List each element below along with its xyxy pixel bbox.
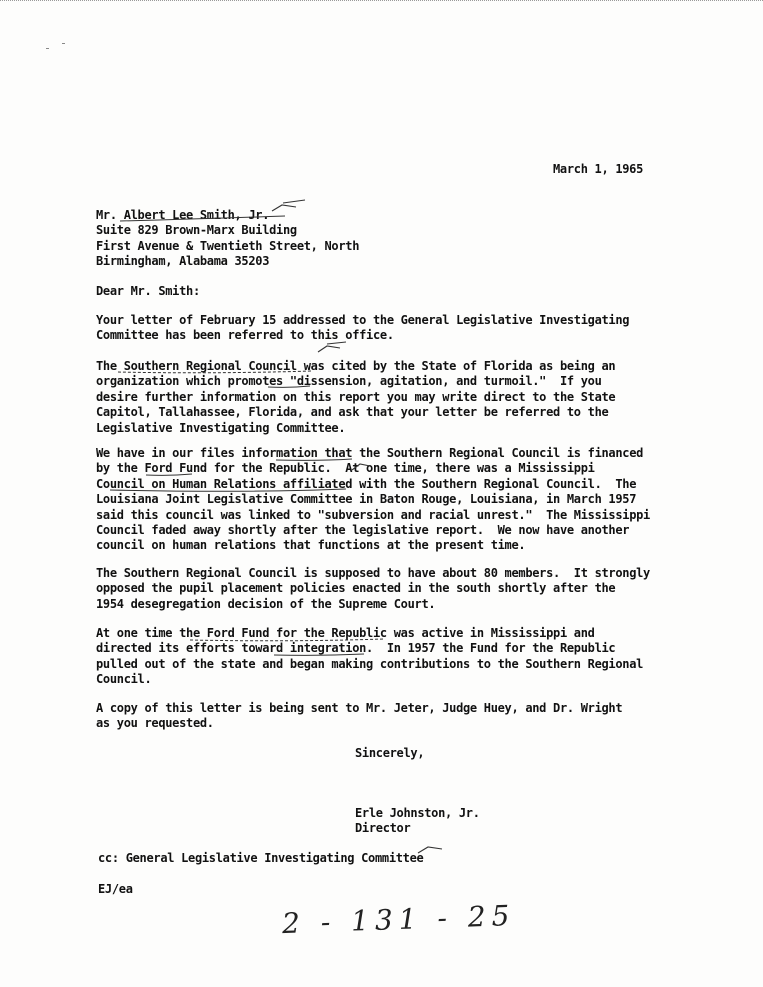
paragraph-line: At one time the Ford Fund for the Republic was active in Mississippi and bbox=[96, 626, 595, 640]
recipient-address-line: Birmingham, Alabama 35203 bbox=[96, 254, 270, 269]
body-paragraph bbox=[96, 701, 622, 732]
body-paragraph bbox=[96, 566, 650, 612]
paragraph-line: by the Ford Fund for the Republic. At one time, there was a Mississippi bbox=[96, 461, 595, 476]
handwritten-file-number: 2 - 131 - 25 bbox=[281, 898, 516, 941]
paragraph-line: Council faded away shortly after the legislative report. We now have another bbox=[96, 522, 630, 537]
page-top-edge bbox=[0, 0, 763, 3]
typist-initials: EJ/ea bbox=[98, 882, 133, 896]
recipient-address-line: Suite 829 Brown-Marx Building bbox=[96, 223, 297, 238]
paragraph-line: as you requested. bbox=[96, 716, 214, 731]
paragraph-line: Capitol, Tallahassee, Florida, and ask that your letter be referred to the bbox=[96, 405, 609, 420]
paragraph-line: opposed the pupil placement policies enacted in the south shortly after the bbox=[96, 581, 616, 596]
paragraph-line: The Southern Regional Council was cited by the State of Florida as being an bbox=[96, 359, 616, 373]
paragraph-line: We have in our files information that the Southern Regional Council is financed bbox=[96, 446, 644, 460]
paragraph-line: organization which promotes "dissension, agitation, and turmoil." If you bbox=[96, 374, 602, 389]
paragraph-line: said this council was linked to "subversion and racial unrest." The Mississippi bbox=[96, 507, 650, 522]
paragraph-line: Legislative Investigating Committee. bbox=[96, 420, 346, 435]
paragraph-line: pulled out of the state and began making contributions to the Southern Regional bbox=[96, 656, 644, 671]
paragraph-line: Council on Human Relations affiliated with the Southern Regional Council. The bbox=[96, 476, 637, 491]
recipient-address bbox=[96, 208, 359, 270]
signature-block bbox=[355, 806, 480, 837]
signer-name: Erle Johnston, Jr. bbox=[355, 806, 480, 820]
salutation: Dear Mr. Smith: bbox=[96, 284, 200, 298]
paragraph-line: Committee has been referred to this office. bbox=[96, 328, 394, 343]
paragraph-line: Louisiana Joint Legislative Committee in Baton Rouge, Louisiana, in March 1957 bbox=[96, 492, 637, 507]
paragraph-line: council on human relations that functions at the present time. bbox=[96, 538, 526, 553]
closing: Sincerely, bbox=[355, 746, 425, 760]
recipient-name: Mr. Albert Lee Smith, Jr. bbox=[96, 208, 270, 222]
paragraph-line: A copy of this letter is being sent to Mr. Jeter, Judge Huey, and Dr. Wright bbox=[96, 701, 623, 715]
letter-date: March 1, 1965 bbox=[553, 162, 644, 176]
paragraph-line: 1954 desegregation decision of the Supreme Court. bbox=[96, 596, 436, 611]
body-paragraph bbox=[96, 359, 615, 436]
body-paragraph bbox=[96, 313, 629, 344]
paragraph-line: Council. bbox=[96, 672, 152, 687]
paragraph-line: Your letter of February 15 addressed to the General Legislative Investigating bbox=[96, 313, 630, 327]
cc-line: cc: General Legislative Investigating Committee bbox=[98, 851, 424, 865]
body-paragraph bbox=[96, 446, 650, 554]
scan-speck bbox=[46, 48, 49, 49]
paragraph-line: directed its efforts toward integration. In 1957 the Fund for the Republic bbox=[96, 641, 616, 656]
scan-speck bbox=[62, 43, 65, 44]
recipient-address-line: First Avenue & Twentieth Street, North bbox=[96, 238, 360, 253]
paragraph-line: The Southern Regional Council is supposed to have about 80 members. It strongly bbox=[96, 566, 650, 580]
paragraph-line: desire further information on this report you may write direct to the State bbox=[96, 389, 616, 404]
body-paragraph bbox=[96, 626, 643, 688]
signer-title: Director bbox=[355, 821, 411, 836]
